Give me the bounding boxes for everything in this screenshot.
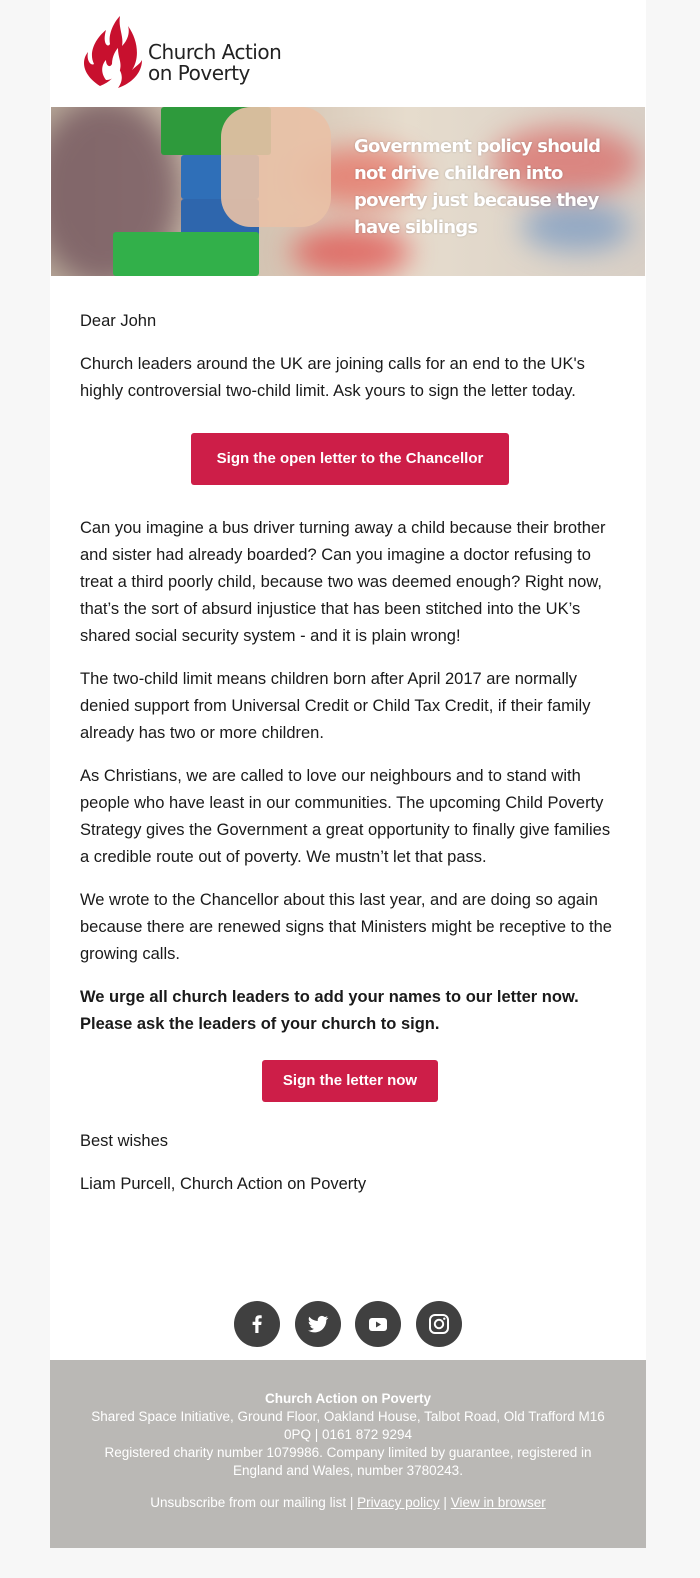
paragraph: The two-child limit means children born after April 2017 are normally denied support from Universal Credit or Child Tax Credit, if their family already has two or more children. bbox=[80, 670, 591, 742]
privacy-policy-link[interactable]: Privacy policy bbox=[357, 1495, 440, 1510]
sign-letter-now-button[interactable]: Sign the letter now bbox=[262, 1060, 438, 1102]
signature: Liam Purcell, Church Action on Poverty bbox=[80, 1175, 367, 1193]
youtube-icon[interactable] bbox=[355, 1301, 401, 1347]
email-body bbox=[80, 308, 620, 1214]
paragraph: We wrote to the Chancellor about this last year, and are doing so again because there are renewed signs that Ministers might be receptive to the growing calls. bbox=[80, 891, 612, 963]
flame-logo-icon bbox=[78, 14, 148, 90]
logo-text bbox=[148, 42, 281, 84]
greeting: Dear John bbox=[80, 312, 157, 330]
email-container bbox=[50, 0, 646, 1548]
paragraph: Can you imagine a bus driver turning away a child because their brother and sister had already boarded? Can you imagine a doctor refusing to treat a third poorly child, because two was deemed enough? Right now, that’s the sort of absurd injustice that has been stitched into the UK’s shared social security system - and it is plain wrong! bbox=[80, 519, 606, 645]
paragraph: As Christians, we are called to love our neighbours and to stand with people who have least in our communities. The upcoming Child Poverty Strategy gives the Government a great opportunity to finally give families a credible route out of poverty. We mustn’t let that pass. bbox=[80, 767, 611, 866]
footer-org: Church Action on Poverty bbox=[264, 1391, 431, 1406]
social-links bbox=[50, 1301, 646, 1347]
hero-banner bbox=[51, 107, 645, 276]
bold-call-to-action: We urge all church leaders to add your names to our letter now. Please ask the leaders of your church to sign. bbox=[80, 988, 579, 1033]
view-in-browser-link[interactable]: View in browser bbox=[450, 1495, 546, 1510]
signoff: Best wishes bbox=[80, 1132, 169, 1150]
instagram-icon[interactable] bbox=[416, 1301, 462, 1347]
logo[interactable] bbox=[78, 14, 308, 90]
unsubscribe-link[interactable]: Unsubscribe from our mailing list bbox=[150, 1495, 347, 1510]
logo-line-1: Church Action bbox=[148, 40, 282, 64]
banner-headline: Government policy should not drive children into poverty just because they have siblings bbox=[354, 136, 601, 238]
separator: | bbox=[349, 1495, 354, 1510]
logo-line-2: on Poverty bbox=[148, 61, 250, 85]
separator: | bbox=[443, 1495, 447, 1510]
intro-paragraph: Church leaders around the UK are joining calls for an end to the UK's highly controversial two-child limit. Ask yours to sign the letter today. bbox=[80, 355, 585, 400]
footer-address: Shared Space Initiative, Ground Floor, Oakland House, Talbot Road, Old Trafford M16 0PQ | 0161 872 9294 bbox=[91, 1409, 605, 1442]
twitter-icon[interactable] bbox=[295, 1301, 341, 1347]
sign-open-letter-button[interactable]: Sign the open letter to the Chancellor bbox=[191, 433, 510, 485]
footer bbox=[50, 1360, 646, 1548]
facebook-icon[interactable] bbox=[234, 1301, 280, 1347]
footer-links bbox=[80, 1494, 616, 1512]
footer-registration: Registered charity number 1079986. Company limited by guarantee, registered in England and Wales, number 3780243. bbox=[104, 1445, 592, 1478]
